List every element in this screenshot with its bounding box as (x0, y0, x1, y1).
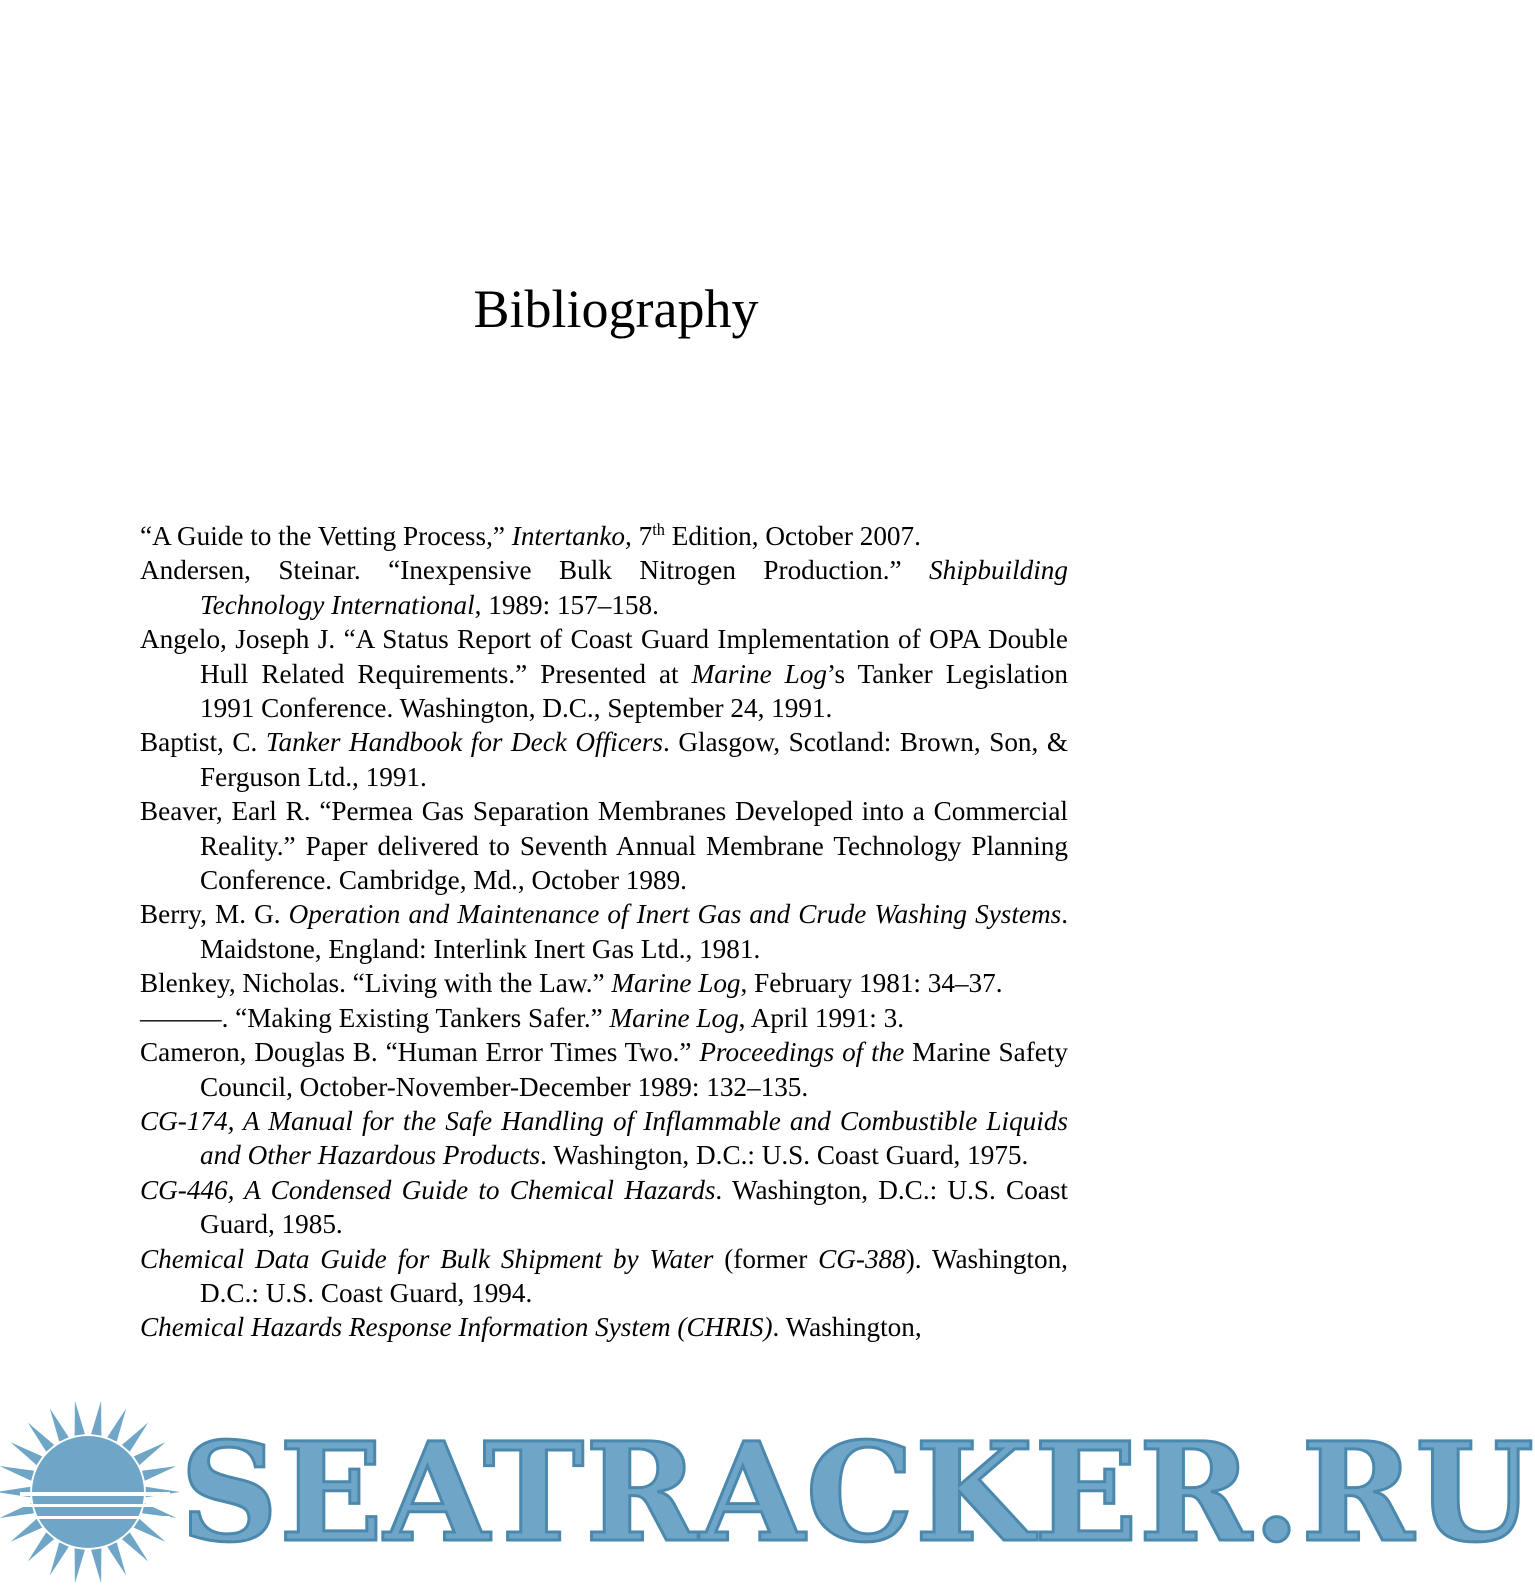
entry-text: , February 1981: 34–37. (740, 968, 1003, 999)
entry-text: , April 1991: 3. (738, 1002, 905, 1033)
entry-text: Baptist, C. (140, 727, 266, 758)
sun-ray (91, 1548, 101, 1583)
entry-title-italic: Marine Log (611, 968, 741, 999)
sun-ray (50, 1408, 69, 1441)
sun-ray (91, 1401, 101, 1436)
bibliography-list (140, 519, 1068, 1345)
sun-ray (28, 1422, 54, 1451)
entry-title-italic: Tanker Handbook for Deck Officers (265, 727, 664, 758)
sun-ray (107, 1408, 126, 1441)
entry-title-italic: CG-174, A Manual for the Safe Handling of Inflammable and Combustible Liquids and Other Hazardous Products (140, 1105, 1068, 1171)
entry-text: ). Washington, D.C.: U.S. Coast Guard, 1994. (200, 1243, 1068, 1308)
bibliography-entry (140, 1001, 1068, 1035)
bibliography-entry (140, 897, 1068, 966)
entry-text: Edition, October 2007. (664, 521, 921, 551)
entry-superscript: th (652, 519, 665, 539)
sun-ray (107, 1542, 126, 1575)
entry-title-italic: Chemical Hazards Response Information System (CHRIS) (140, 1312, 773, 1343)
entry-title-italic: Marine Log (691, 658, 827, 689)
entry-text: Blenkey, Nicholas. “Living with the Law.” (140, 968, 612, 999)
entry-text: Angelo, Joseph J. “A Status Report of Coast Guard Implementation of OPA Double Hull Related Requirements.” Presented at (140, 624, 1068, 689)
entry-text: Cameron, Douglas B. “Human Error Times Two.” (140, 1037, 700, 1068)
entry-title-italic: Proceedings of the (699, 1037, 905, 1068)
entry-title-italic: Intertanko, (511, 521, 632, 551)
entry-text: , 1989: 157–158. (474, 589, 659, 620)
bibliography-entry (140, 794, 1068, 897)
entry-title-italic: CG-446, A Condensed Guide to Chemical Hazards (140, 1174, 716, 1205)
entry-text: . Washington, D.C.: U.S. Coast Guard, 1975. (540, 1140, 1029, 1171)
entry-text: . Glasgow, Scotland: Brown, Son, & Ferguson Ltd., 1991. (200, 727, 1068, 792)
bibliography-entry (140, 1104, 1068, 1173)
sun-ray (50, 1542, 69, 1575)
bibliography-entry (140, 725, 1068, 794)
entry-text: 7 (631, 521, 653, 551)
page-title: Bibliography (473, 279, 759, 339)
bibliography-entry (140, 553, 1068, 622)
sun-ray (75, 1548, 85, 1583)
sun-ray (142, 1466, 176, 1481)
entry-text: (former (713, 1243, 819, 1274)
bibliography-entry (140, 519, 1068, 553)
bibliography-entry (140, 1242, 1068, 1311)
entry-title-italic: Shipbuilding Technology International (200, 555, 1068, 620)
entry-text: Beaver, Earl R. “Permea Gas Separation Membranes Developed into a Commercial Reality.” Paper delivered to Seventh Annual Membrane Technology Planning Conference. Cambridge, Md., October 1989. (140, 796, 1068, 896)
sun-ray (122, 1422, 148, 1451)
sun-ray (134, 1442, 166, 1465)
entry-text: . Washington, D.C.: U.S. Coast Guard, 1985. (200, 1174, 1068, 1240)
bibliography-entry (140, 1035, 1068, 1104)
entry-title-italic: CG-388 (818, 1243, 906, 1274)
entry-text: Andersen, Steinar. “Inexpensive Bulk Nitrogen Production.” (140, 555, 930, 586)
entry-title-italic: Operation and Maintenance of Inert Gas and Crude Washing Systems (288, 899, 1062, 930)
sun-ray (11, 1442, 43, 1465)
sun-ray (11, 1519, 43, 1542)
bibliography-entry (140, 622, 1068, 725)
entry-text: . Washington, (772, 1312, 922, 1343)
entry-text: ’s Tanker Legislation 1991 Conference. Washington, D.C., September 24, 1991. (200, 658, 1069, 724)
entry-text: “A Guide to the Vetting Process,” (140, 521, 512, 551)
sun-ray (75, 1401, 85, 1436)
entry-title-italic: Marine Log (609, 1002, 739, 1033)
bibliography-entry (140, 1173, 1068, 1242)
entry-text: Marine Safety Council, October-November-December 1989: 132–135. (200, 1037, 1069, 1102)
sun-ray (28, 1532, 54, 1561)
entry-text: . Maidstone, England: Interlink Inert Gas Ltd., 1981. (200, 899, 1068, 964)
entry-title-italic: Chemical Data Guide for Bulk Shipment by Water (140, 1243, 714, 1274)
sun-ray (0, 1466, 34, 1481)
entry-text: Berry, M. G. (140, 899, 289, 930)
sun-ray (122, 1532, 148, 1561)
bibliography-entry (140, 966, 1068, 1000)
watermark-text: SEATRACKER.RU (180, 1413, 1535, 1573)
entry-text: ———. “Making Existing Tankers Safer.” (140, 1002, 610, 1033)
bibliography-entry (140, 1310, 1068, 1344)
sun-ray (134, 1519, 166, 1542)
